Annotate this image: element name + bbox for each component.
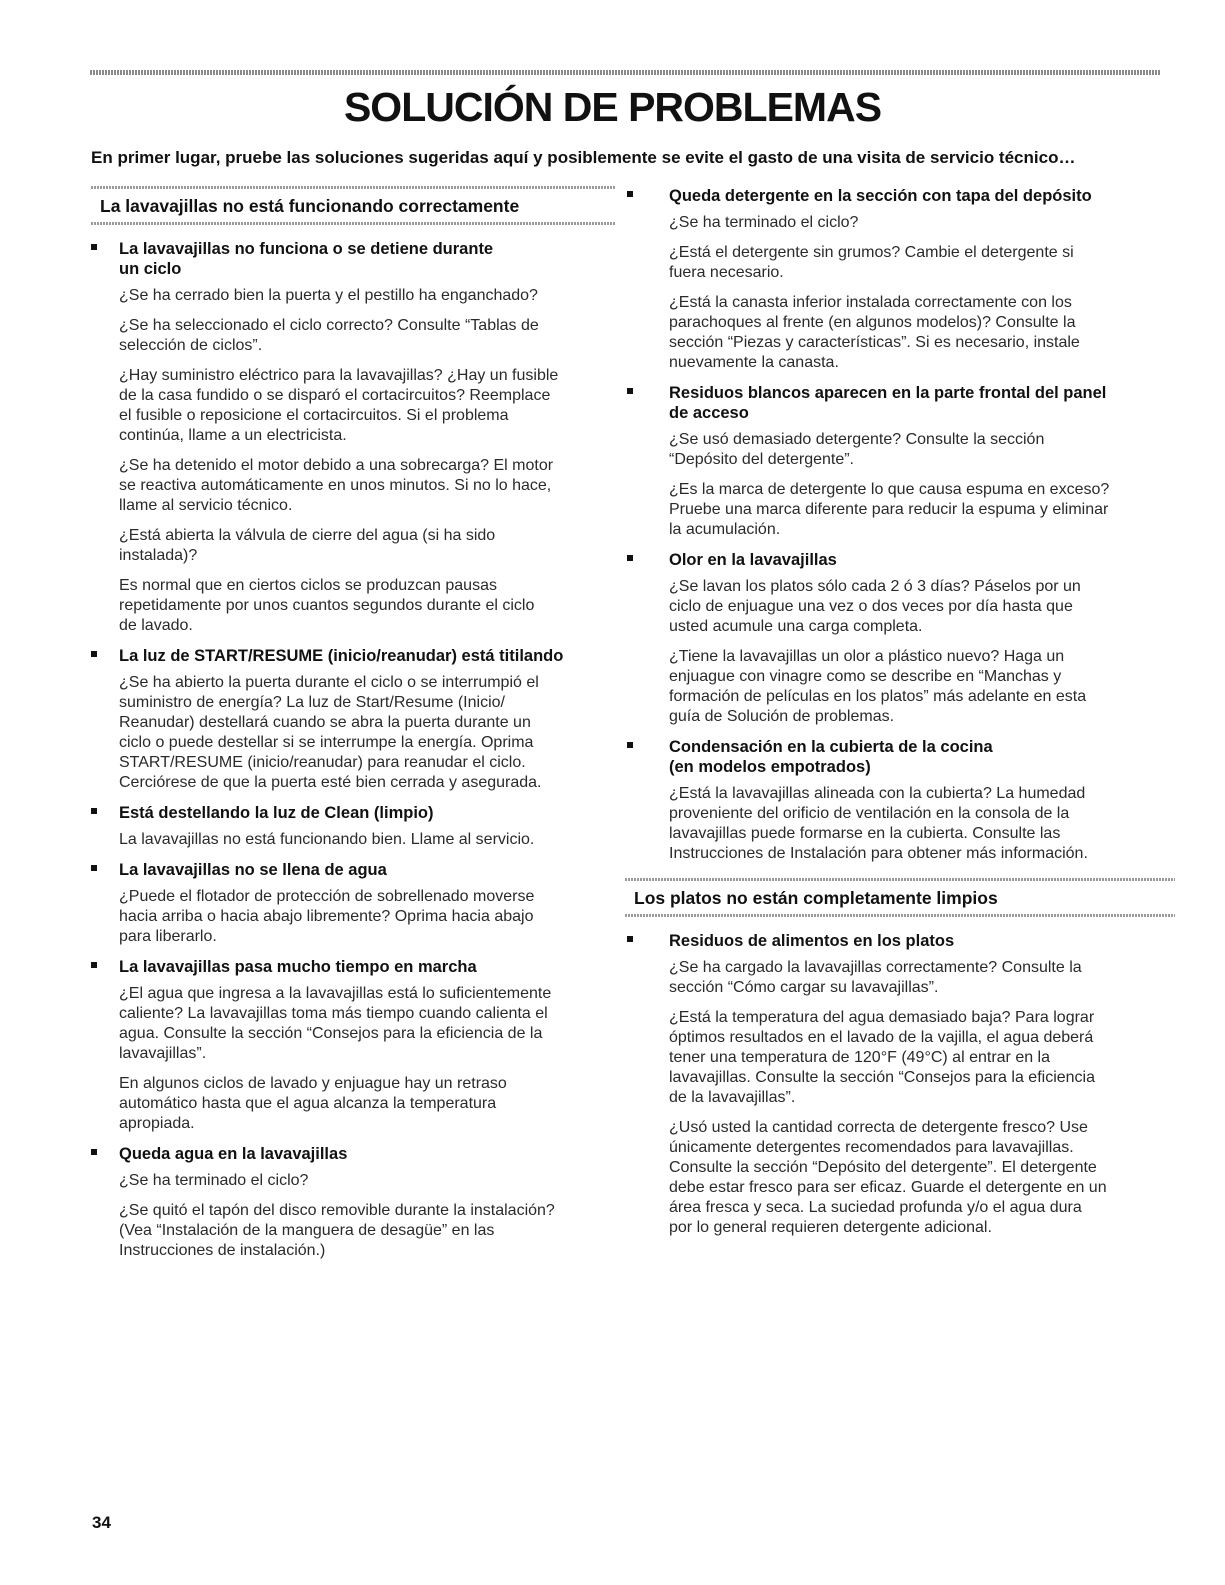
paragraph-line: “Depósito del detergente”. xyxy=(669,451,854,468)
paragraph-line: ¿Se ha seleccionado el ciclo correcto? Consulte “Tablas de xyxy=(119,317,539,334)
troubleshooting-item xyxy=(91,803,616,850)
paragraph-line: continúa, llame a un electricista. xyxy=(119,427,347,444)
item-paragraph xyxy=(119,526,616,566)
square-bullet-icon xyxy=(91,1149,97,1155)
paragraph-line: óptimos resultados en el lavado de la vajilla, el agua deberá xyxy=(669,1029,1094,1046)
item-paragraph xyxy=(119,1201,616,1261)
paragraph-line: ¿Está abierta la válvula de cierre del agua (si ha sido xyxy=(119,527,496,544)
paragraph-line: ¿Puede el flotador de protección de sobrellenado moverse xyxy=(119,888,535,905)
square-bullet-icon xyxy=(91,651,97,657)
item-paragraph xyxy=(669,577,1175,637)
page-title: SOLUCIÓN DE PROBLEMAS xyxy=(343,84,882,130)
item-title xyxy=(669,931,1175,951)
left-items xyxy=(91,239,616,1261)
troubleshooting-item xyxy=(91,957,616,1134)
paragraph-line: instalada)? xyxy=(119,547,198,564)
paragraph-line: sección “Piezas y características”. Si es necesario, instale xyxy=(669,334,1080,351)
item-title xyxy=(669,737,1175,777)
paragraph-line: automático hasta que el agua alcanza la temperatura xyxy=(119,1095,497,1112)
section-title-right: Los platos no están completamente limpios xyxy=(634,888,998,908)
paragraph-line: ¿Está la canasta inferior instalada correctamente con los xyxy=(669,294,1072,311)
section-header-right xyxy=(625,878,1175,917)
item-paragraph xyxy=(119,576,616,636)
item-title xyxy=(119,803,616,823)
item-paragraph xyxy=(119,1171,616,1191)
section-title-left: La lavavajillas no está funcionando correctamente xyxy=(100,196,520,216)
paragraph-line: Instrucciones de Instalación para obtener más información. xyxy=(669,845,1088,862)
paragraph-line: ¿Está la temperatura del agua demasiado baja? Para lograr xyxy=(669,1009,1095,1026)
paragraph-line: enjuague con vinagre como se describe en “Manchas y xyxy=(669,668,1062,685)
right-column xyxy=(625,186,1175,1248)
paragraph-line: Instrucciones de instalación.) xyxy=(119,1242,326,1259)
paragraph-line: ¿Se quitó el tapón del disco removible durante la instalación? xyxy=(119,1202,555,1219)
troubleshooting-item xyxy=(91,1144,616,1261)
paragraph-line: parachoques al frente (en algunos modelos)? Consulte la xyxy=(669,314,1076,331)
paragraph-line: ¿Es la marca de detergente lo que causa espuma en exceso? xyxy=(669,481,1110,498)
item-paragraph xyxy=(119,830,616,850)
paragraph-line: de la casa fundido o se disparó el cortacircuitos? Reemplace xyxy=(119,387,551,404)
paragraph-line: lavavajillas. Consulte la sección “Consejos para la eficiencia xyxy=(669,1069,1095,1086)
item-paragraph xyxy=(119,1074,616,1134)
paragraph-line: para liberarlo. xyxy=(119,928,217,945)
paragraph-line: área fresca y seca. La suciedad profunda y/o el agua dura xyxy=(669,1199,1082,1216)
paragraph-line: ¿Hay suministro eléctrico para la lavavajillas? ¿Hay un fusible xyxy=(119,367,559,384)
square-bullet-icon xyxy=(627,742,633,748)
paragraph-line: hacia arriba o hacia abajo libremente? Oprima hacia abajo xyxy=(119,908,534,925)
page-number: 34 xyxy=(92,1513,111,1532)
paragraph-line: Es normal que en ciertos ciclos se produzcan pausas xyxy=(119,577,497,594)
paragraph-line: selección de ciclos”. xyxy=(119,337,263,354)
item-title-line: La lavavajillas no funciona o se detiene durante xyxy=(119,240,494,258)
troubleshooting-item xyxy=(91,646,616,793)
item-paragraph xyxy=(119,673,616,793)
item-paragraph xyxy=(669,480,1175,540)
paragraph-line: llame al servicio técnico. xyxy=(119,497,293,514)
item-title-line: Queda detergente en la sección con tapa del depósito xyxy=(669,187,1092,205)
section-header-left xyxy=(91,186,616,225)
item-title-line: un ciclo xyxy=(119,260,182,278)
item-title-line: Olor en la lavavajillas xyxy=(669,551,837,569)
item-paragraph xyxy=(669,243,1175,283)
item-title-line: La luz de START/RESUME (inicio/reanudar) está titilando xyxy=(119,647,564,665)
paragraph-line: la acumulación. xyxy=(669,521,781,538)
paragraph-line: ¿Se lavan los platos sólo cada 2 ó 3 días? Páselos por un xyxy=(669,578,1081,595)
paragraph-line: ¿Usó usted la cantidad correcta de detergente fresco? Use xyxy=(669,1119,1088,1136)
paragraph-line: de la lavavajillas”. xyxy=(669,1089,796,1106)
paragraph-line: ciclo o puede destellar si se interrumpe la energía. Oprima xyxy=(119,734,534,751)
item-title-line: de acceso xyxy=(669,404,749,422)
item-paragraph xyxy=(669,293,1175,373)
paragraph-line: Cerciórese de que la puerta esté bien cerrada y asegurada. xyxy=(119,774,542,791)
paragraph-line: ¿Se ha terminado el ciclo? xyxy=(119,1172,309,1189)
item-title-line: (en modelos empotrados) xyxy=(669,758,871,776)
paragraph-line: ¿Está la lavavajillas alineada con la cubierta? La humedad xyxy=(669,785,1086,802)
item-paragraph xyxy=(119,366,616,446)
right-items-bottom xyxy=(625,931,1175,1238)
paragraph-line: ¿Se ha cargado la lavavajillas correctamente? Consulte la xyxy=(669,959,1082,976)
paragraph-line: START/RESUME (inicio/reanudar) para reanudar el ciclo. xyxy=(119,754,526,771)
paragraph-line: repetidamente por unos cuantos segundos durante el ciclo xyxy=(119,597,535,614)
paragraph-line: ¿Se usó demasiado detergente? Consulte la sección xyxy=(669,431,1045,448)
square-bullet-icon xyxy=(91,865,97,871)
paragraph-line: se reactiva automáticamente en unos minutos. Si no lo hace, xyxy=(119,477,552,494)
paragraph-line: ¿El agua que ingresa a la lavavajillas está lo suficientemente xyxy=(119,985,552,1002)
paragraph-line: el fusible o reposicione el cortacircuitos. Si el problema xyxy=(119,407,509,424)
square-bullet-icon xyxy=(627,936,633,942)
item-paragraph xyxy=(669,958,1175,998)
troubleshooting-item xyxy=(625,383,1175,540)
paragraph-line: apropiada. xyxy=(119,1115,195,1132)
item-title-line: La lavavajillas pasa mucho tiempo en marcha xyxy=(119,958,477,976)
paragraph-line: caliente? La lavavajillas toma más tiempo cuando calienta el xyxy=(119,1005,548,1022)
paragraph-line: La lavavajillas no está funcionando bien. Llame al servicio. xyxy=(119,831,535,848)
paragraph-line: suministro de energía? La luz de Start/Resume (Inicio/ xyxy=(119,694,505,711)
right-items-top xyxy=(625,186,1175,864)
item-title xyxy=(119,239,616,279)
paragraph-line: tener una temperatura de 120°F (49°C) al entrar en la xyxy=(669,1049,1051,1066)
square-bullet-icon xyxy=(91,962,97,968)
paragraph-line: únicamente detergentes recomendados para lavavajillas. xyxy=(669,1139,1074,1156)
item-paragraph xyxy=(669,213,1175,233)
item-title xyxy=(669,383,1175,423)
top-dotted-rule xyxy=(90,70,1160,75)
paragraph-line: agua. Consulte la sección “Consejos para la eficiencia de la xyxy=(119,1025,543,1042)
item-paragraph xyxy=(669,1118,1175,1238)
paragraph-line: por lo general requieren detergente adicional. xyxy=(669,1219,992,1236)
item-title xyxy=(119,957,616,977)
paragraph-line: formación de películas en los platos” más adelante en esta xyxy=(669,688,1087,705)
paragraph-line: ¿Tiene la lavavajillas un olor a plástico nuevo? Haga un xyxy=(669,648,1065,665)
item-paragraph xyxy=(119,887,616,947)
paragraph-line: En algunos ciclos de lavado y enjuague hay un retraso xyxy=(119,1075,507,1092)
paragraph-line: usted acumule una carga completa. xyxy=(669,618,923,635)
paragraph-line: Consulte la sección “Depósito del detergente”. El detergente xyxy=(669,1159,1097,1176)
paragraph-line: (Vea “Instalación de la manguera de desagüe” en las xyxy=(119,1222,495,1239)
paragraph-line: nuevamente la canasta. xyxy=(669,354,839,371)
item-paragraph xyxy=(669,1008,1175,1108)
item-paragraph xyxy=(669,430,1175,470)
item-title-line: Residuos blancos aparecen en la parte frontal del panel xyxy=(669,384,1107,402)
item-paragraph xyxy=(119,456,616,516)
paragraph-line: ¿Se ha terminado el ciclo? xyxy=(669,214,859,231)
item-title-line: Está destellando la luz de Clean (limpio) xyxy=(119,804,434,822)
item-paragraph xyxy=(669,784,1175,864)
square-bullet-icon xyxy=(91,808,97,814)
troubleshooting-item xyxy=(625,737,1175,864)
item-title-line: Condensación en la cubierta de la cocina xyxy=(669,738,993,756)
paragraph-line: ¿Se ha cerrado bien la puerta y el pestillo ha enganchado? xyxy=(119,287,538,304)
square-bullet-icon xyxy=(627,555,633,561)
troubleshooting-item xyxy=(625,550,1175,727)
paragraph-line: debe estar fresco para ser eficaz. Guarde el detergente en un xyxy=(669,1179,1107,1196)
paragraph-line: ¿Se ha detenido el motor debido a una sobrecarga? El motor xyxy=(119,457,554,474)
paragraph-line: lavavajillas”. xyxy=(119,1045,207,1062)
item-paragraph xyxy=(669,647,1175,727)
item-title xyxy=(119,1144,616,1164)
item-paragraph xyxy=(119,316,616,356)
item-title-line: Queda agua en la lavavajillas xyxy=(119,1145,348,1163)
intro-text: En primer lugar, pruebe las soluciones sugeridas aquí y posiblemente se evite el gasto de una visita de servicio técnico… xyxy=(91,148,1076,167)
paragraph-line: ciclo de enjuague una vez o dos veces por día hasta que xyxy=(669,598,1073,615)
troubleshooting-item xyxy=(625,931,1175,1238)
paragraph-line: Reanudar) destellará cuando se abra la puerta durante un xyxy=(119,714,531,731)
square-bullet-icon xyxy=(91,244,97,250)
paragraph-line: Pruebe una marca diferente para reducir la espuma y eliminar xyxy=(669,501,1109,518)
item-title-line: La lavavajillas no se llena de agua xyxy=(119,861,387,879)
item-paragraph xyxy=(119,286,616,306)
square-bullet-icon xyxy=(627,191,633,197)
troubleshooting-item xyxy=(91,239,616,636)
paragraph-line: ¿Está el detergente sin grumos? Cambie el detergente si xyxy=(669,244,1074,261)
item-paragraph xyxy=(119,984,616,1064)
square-bullet-icon xyxy=(627,388,633,394)
paragraph-line: proveniente del orificio de ventilación en la consola de la xyxy=(669,805,1070,822)
paragraph-line: ¿Se ha abierto la puerta durante el ciclo o se interrumpió el xyxy=(119,674,539,691)
item-title xyxy=(669,186,1175,206)
paragraph-line: guía de Solución de problemas. xyxy=(669,708,895,725)
paragraph-line: sección “Cómo cargar su lavavajillas”. xyxy=(669,979,939,996)
item-title xyxy=(119,646,616,666)
item-title xyxy=(669,550,1175,570)
item-title xyxy=(119,860,616,880)
left-column xyxy=(91,186,616,1271)
item-title-line: Residuos de alimentos en los platos xyxy=(669,932,955,950)
paragraph-line: lavavajillas puede formarse en la cubierta. Consulte las xyxy=(669,825,1061,842)
paragraph-line: de lavado. xyxy=(119,617,193,634)
paragraph-line: fuera necesario. xyxy=(669,264,784,281)
troubleshooting-item xyxy=(625,186,1175,373)
troubleshooting-item xyxy=(91,860,616,947)
